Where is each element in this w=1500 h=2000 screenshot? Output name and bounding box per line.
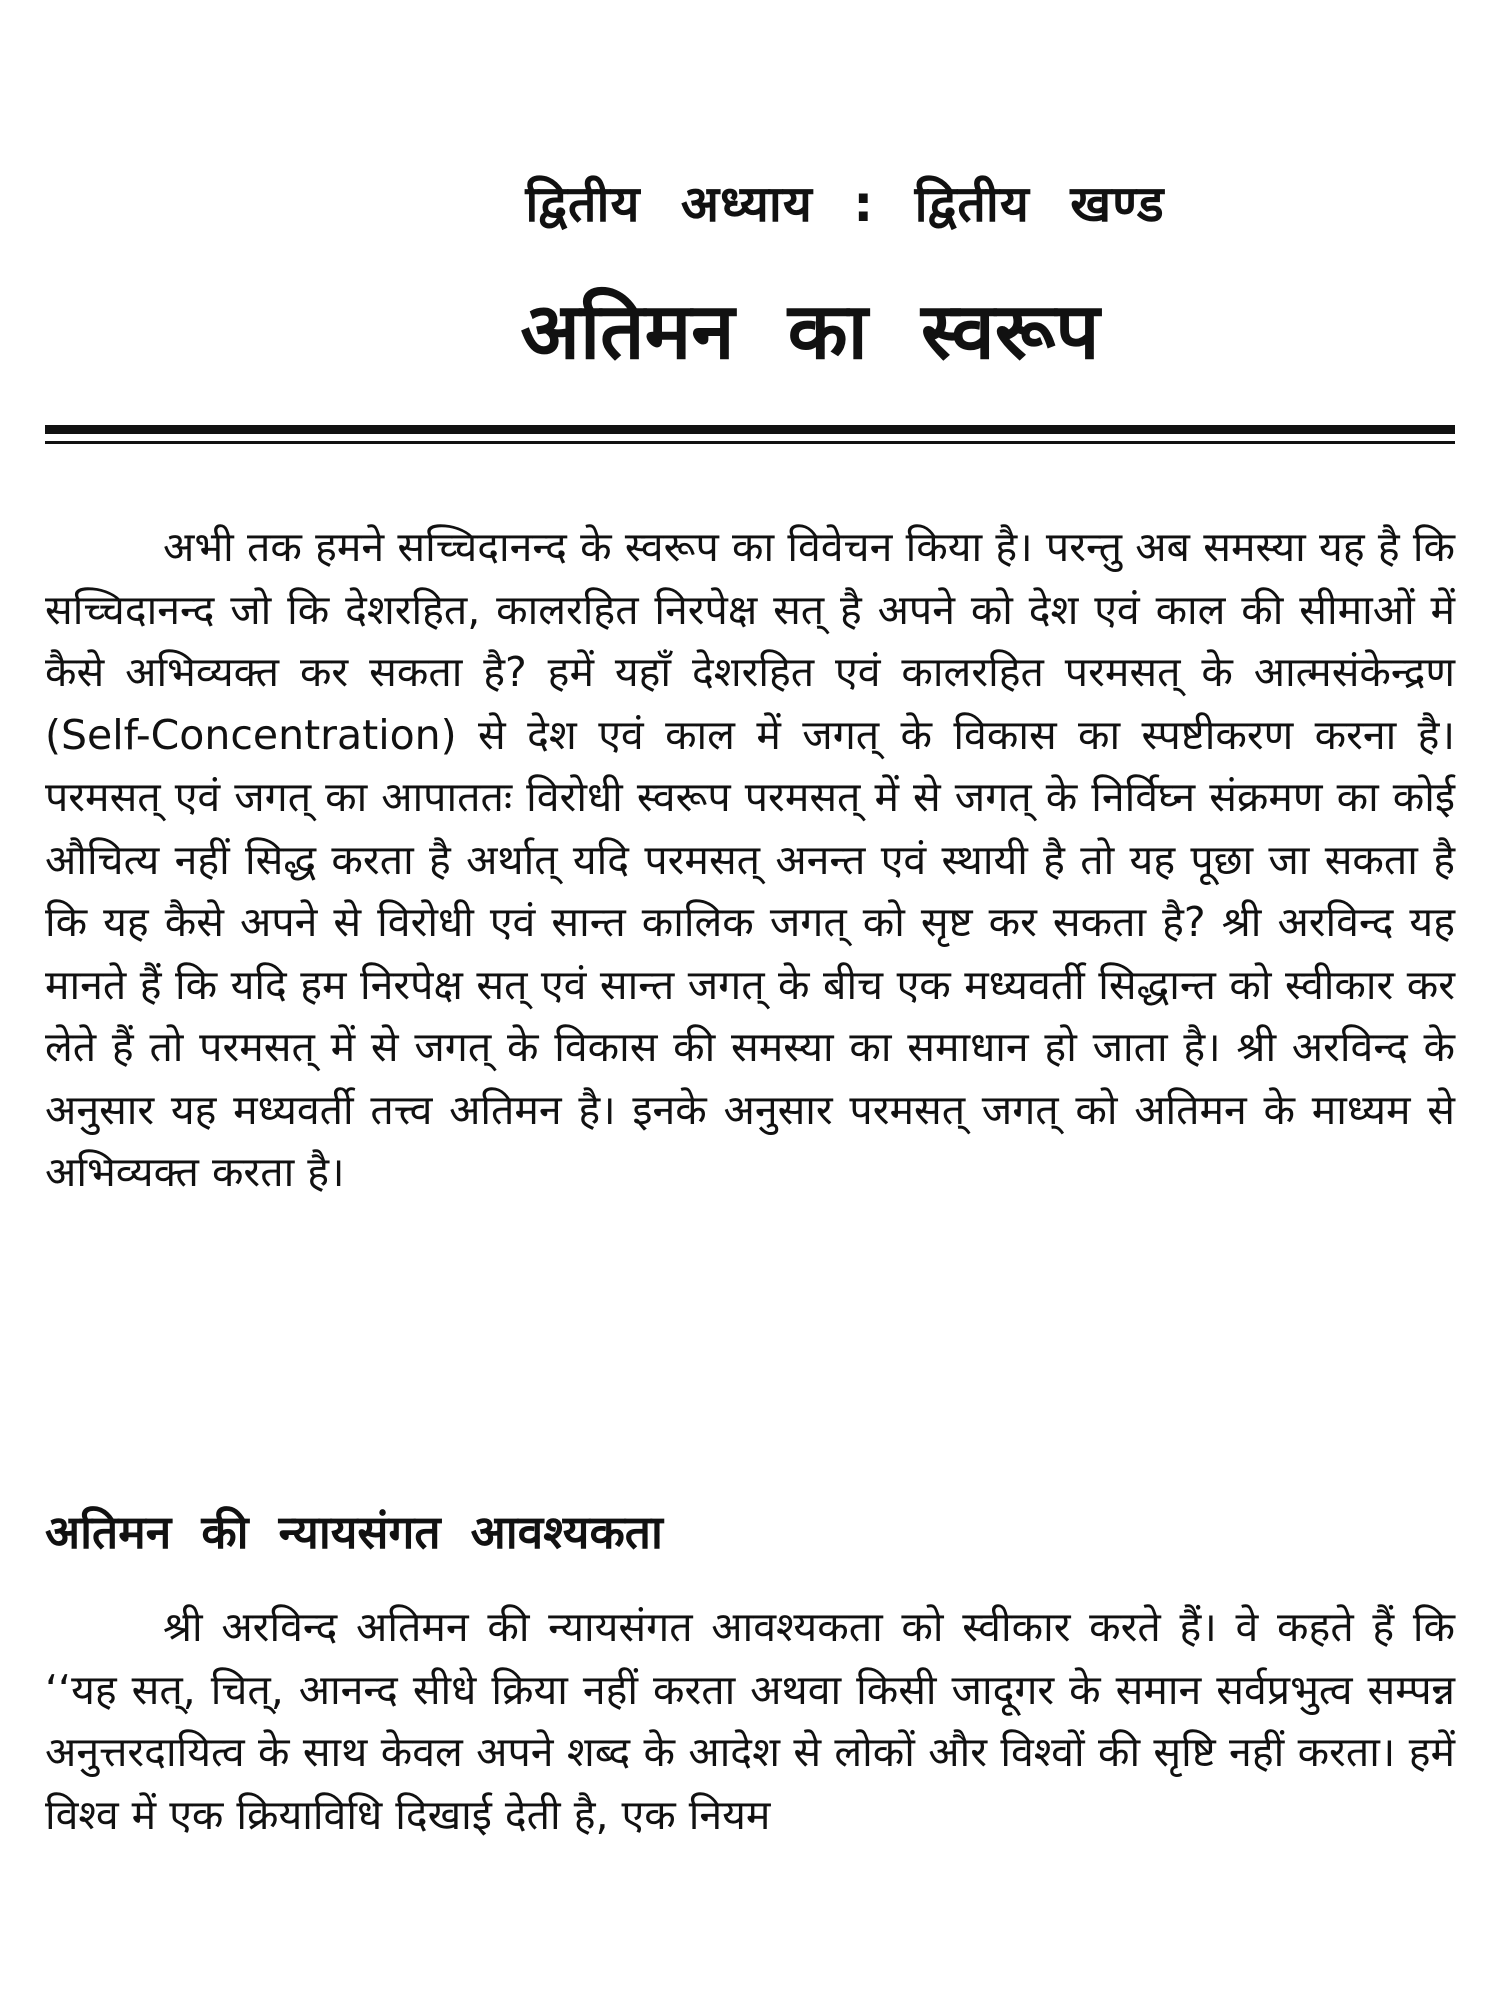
chapter-label: द्वितीय अध्याय : द्वितीय खण्ड bbox=[525, 175, 1165, 233]
title-rule-thick bbox=[45, 425, 1455, 434]
title-rule-thin bbox=[45, 441, 1455, 444]
body-paragraph-2: श्री अरविन्द अतिमन की न्यायसंगत आवश्यकता को स्वीकार करते हैं। वे कहते हैं कि ‘‘यह सत्, चित्, आनन्द सीधे क्रिया नहीं करता अथवा किसी जादूगर के समान सर्वप्रभुत्व सम्पन्न अनुत्तरदायित्व के साथ केवल अपने शब्द के आदेश से लोकों और विश्वों की सृष्टि नहीं करता। हमें विश्व में एक क्रियाविधि दिखाई देती है, एक नियम bbox=[45, 1603, 1455, 1839]
chapter-title: अतिमन का स्वरूप bbox=[520, 287, 1100, 377]
section-heading: अतिमन की न्यायसंगत आवश्यकता bbox=[45, 1505, 663, 1559]
body-paragraph-1: अभी तक हमने सच्चिदानन्द के स्वरूप का विवेचन किया है। परन्तु अब समस्या यह है कि सच्चिदानन्द जो कि देशरहित, कालरहित निरपेक्ष सत् है अपने को देश एवं काल की सीमाओं में कैसे अभिव्यक्त कर सकता है? हमें यहाँ देशरहित एवं कालरहित परमसत् के आत्मसंकेन्द्रण (Self-Concentration) से देश एवं काल में जगत् के विकास का स्पष्टीकरण करना है। परमसत् एवं जगत् का आपाततः विरोधी स्वरूप परमसत् में से जगत् के निर्विघ्न संक्रमण का कोई औचित्य नहीं सिद्ध करता है अर्थात् यदि परमसत् अनन्त एवं स्थायी है तो यह पूछा जा सकता है कि यह कैसे अपने से विरोधी एवं सान्त कालिक जगत् को सृष्ट कर सकता है? श्री अरविन्द यह मानते हैं कि यदि हम निरपेक्ष सत् एवं सान्त जगत् के बीच एक मध्यवर्ती सिद्धान्त को स्वीकार कर लेते हैं तो परमसत् में से जगत् के विकास की समस्या का समाधान हो जाता है। श्री अरविन्द के अनुसार यह मध्यवर्ती तत्त्व अतिमन है। इनके अनुसार परमसत् जगत् को अतिमन के माध्यम से अभिव्यक्त करता है। bbox=[45, 523, 1455, 1196]
